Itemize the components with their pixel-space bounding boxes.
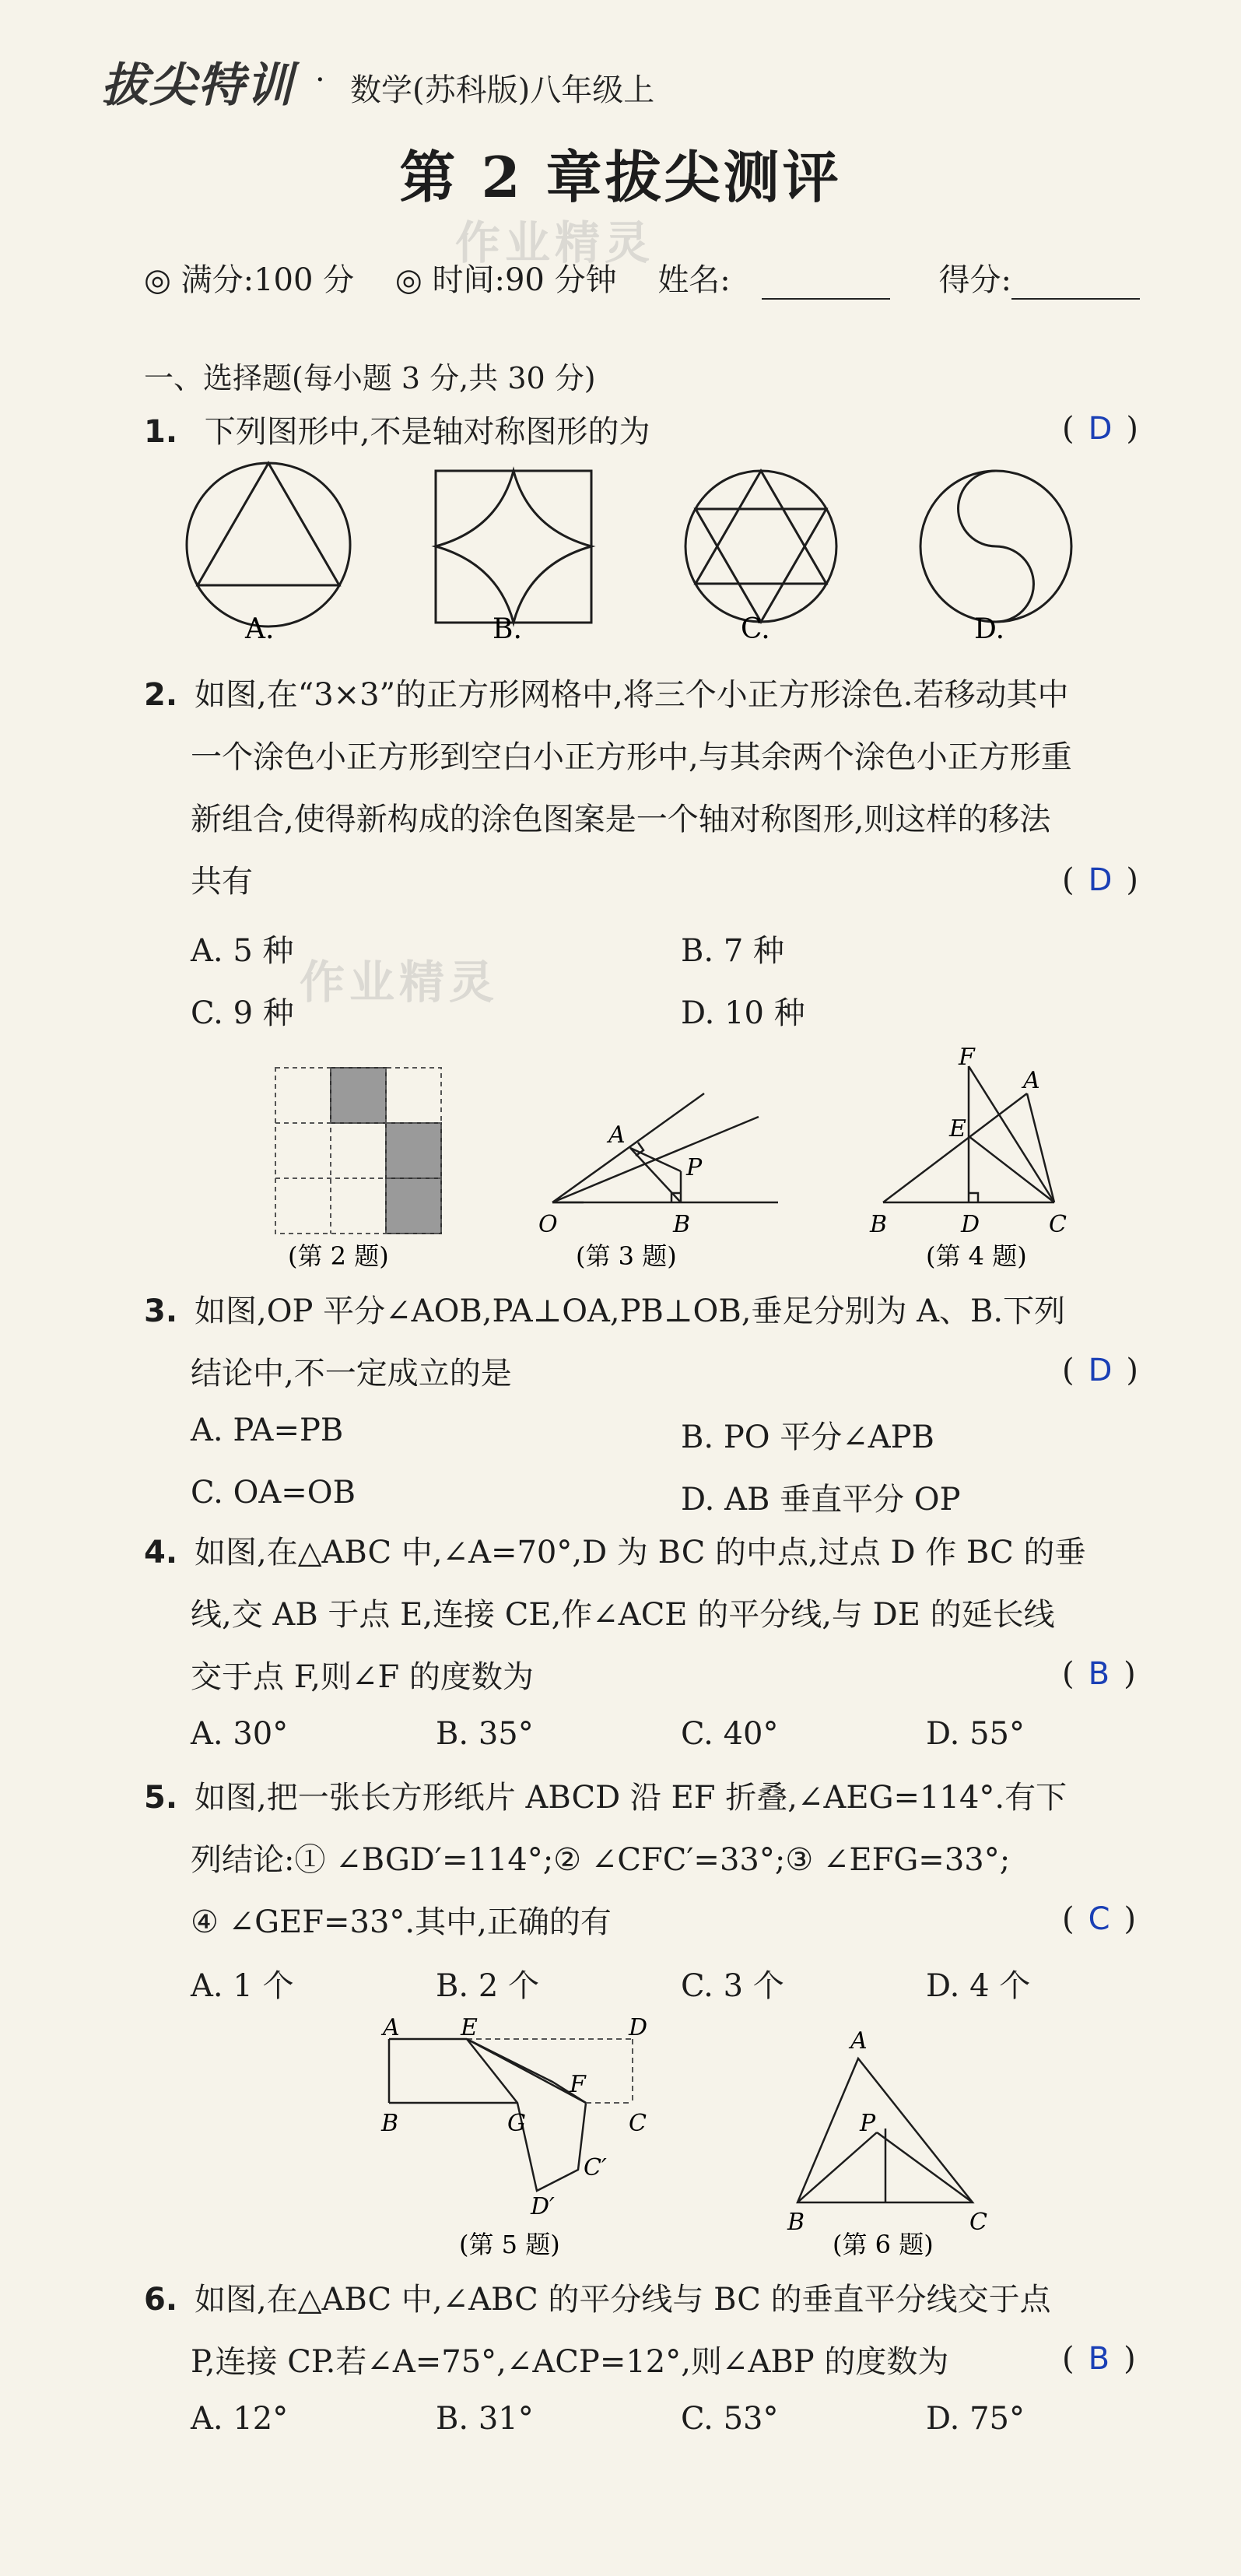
- fig6-label-C: C: [969, 2209, 987, 2236]
- header-subject: 数学(苏科版)八年级上: [350, 72, 655, 108]
- figs-5-6: [358, 2016, 1074, 2272]
- exam-info: [144, 255, 1171, 300]
- fig4-label-A: A: [1023, 1067, 1040, 1094]
- q1-figB-star: [436, 471, 591, 623]
- fig4-label-E: E: [949, 1115, 966, 1142]
- name-blank: [762, 272, 890, 300]
- q2-answer: ( D ): [1062, 862, 1139, 898]
- q3-opt-b: B. PO 平分∠APB: [681, 1420, 934, 1455]
- full-score: ◎ 满分:100 分: [144, 262, 355, 298]
- q2-opt-b: B. 7 种: [681, 933, 784, 969]
- fig6-caption: (第 6 题): [833, 2230, 934, 2259]
- fig5-label-A: A: [383, 2016, 400, 2041]
- q2-number: 2.: [144, 677, 178, 713]
- q4-line1: 如图,在△ABC 中,∠A=70°,D 为 BC 的中点,过点 D 作 BC 的垂: [195, 1535, 1086, 1571]
- fig4-label-C: C: [1049, 1211, 1067, 1238]
- q3-line2: 结论中,不一定成立的是: [191, 1356, 512, 1392]
- fig2-caption: (第 2 题): [288, 1241, 389, 1271]
- q3-opt-d: D. AB 垂直平分 OP: [681, 1482, 961, 1518]
- q2-line3: 新组合,使得新构成的涂色图案是一个轴对称图形,则这样的移法: [191, 802, 1051, 837]
- q3-opt-c: C. OA=OB: [191, 1475, 356, 1511]
- name-label: 姓名:: [657, 262, 731, 298]
- score-label: 得分:: [938, 262, 1011, 298]
- fig6-lines: [798, 2058, 973, 2202]
- q2-stem: [144, 664, 1072, 913]
- q6-line1: 如图,在△ABC 中,∠ABC 的平分线与 BC 的垂直平分线交于点: [195, 2282, 1051, 2318]
- q4-line3: 交于点 F,则∠F 的度数为: [191, 1659, 534, 1695]
- q3-answer-value: D: [1088, 1353, 1113, 1388]
- fig6-label-A: A: [850, 2027, 868, 2055]
- section-heading: 一、选择题(每小题 3 分,共 30 分): [144, 361, 596, 395]
- fig5-lines: [389, 2039, 586, 2191]
- q1-figA-circle: [187, 463, 350, 626]
- q2-line2: 一个涂色小正方形到空白小正方形中,与其余两个涂色小正方形重: [191, 739, 1072, 775]
- q6-answer: ( B ): [1062, 2341, 1136, 2377]
- score-blank: [1011, 272, 1140, 300]
- fig3-label-B: B: [673, 1211, 691, 1238]
- q5-opt-b: B. 2 个: [436, 1968, 539, 2004]
- q3-line1: 如图,OP 平分∠AOB,PA⊥OA,PB⊥OB,垂足分别为 A、B.下列: [195, 1293, 1066, 1329]
- q1-figB-square: [436, 471, 591, 623]
- page-title: 第 2 章拔尖测评: [399, 144, 842, 210]
- q2-opt-c: C. 9 种: [191, 995, 294, 1031]
- fig5-label-E: E: [461, 2016, 478, 2041]
- q4-opt-d: D. 55°: [926, 1716, 1025, 1752]
- fig5-label-G: G: [507, 2110, 526, 2137]
- q6-line2: P,连接 CP.若∠A=75°,∠ACP=12°,则∠ABP 的度数为: [191, 2344, 949, 2380]
- q6-opt-d: D. 75°: [926, 2401, 1025, 2437]
- fig3-label-O: O: [538, 1211, 558, 1238]
- q1-figures: [156, 459, 1206, 662]
- fig3-label-A: A: [608, 1121, 626, 1149]
- q4-line2: 线,交 AB 于点 E,连接 CE,作∠ACE 的平分线,与 DE 的延长线: [191, 1597, 1055, 1633]
- q1-number: 1.: [144, 414, 178, 450]
- q1-opt-b: B.: [493, 613, 522, 645]
- q1-answer-value: D: [1088, 411, 1113, 447]
- fig3-lines: [552, 1093, 778, 1202]
- q6-answer-value: B: [1088, 2341, 1110, 2377]
- q2-line4: 共有: [191, 864, 253, 900]
- q1-opt-a: A.: [245, 613, 275, 645]
- fig3-label-P: P: [686, 1154, 703, 1181]
- q1-stem: [144, 401, 650, 463]
- q4-number: 4.: [144, 1535, 178, 1571]
- q3-opt-a: A. PA=PB: [191, 1413, 344, 1448]
- q4-opt-a: A. 30°: [191, 1716, 289, 1752]
- fig5-label-F: F: [570, 2071, 586, 2098]
- q1-opt-c: C.: [741, 613, 770, 645]
- fig5-caption: (第 5 题): [459, 2230, 560, 2259]
- fig2-grid: [275, 1068, 441, 1234]
- fig4-label-B: B: [870, 1211, 888, 1238]
- q5-line3: ④ ∠GEF=33°.其中,正确的有: [191, 1904, 612, 1940]
- q4-opt-c: C. 40°: [681, 1716, 779, 1752]
- fig5-label-D-prime: D′: [531, 2193, 555, 2220]
- fig5-label-B: B: [381, 2110, 399, 2137]
- fig5-label-C-prime: C′: [584, 2154, 607, 2181]
- brand-logo: 拔尖特训: [101, 58, 294, 113]
- q5-number: 5.: [144, 1780, 178, 1816]
- fig4-caption: (第 4 题): [926, 1241, 1027, 1271]
- q2-opt-a: A. 5 种: [191, 933, 294, 969]
- q5-line2: 列结论:① ∠BGD′=114°;② ∠CFC′=33°;③ ∠EFG=33°;: [191, 1842, 1011, 1878]
- fig2-cell-shaded-2: [386, 1123, 441, 1178]
- header-dot: ·: [315, 62, 325, 98]
- q1-text: 下列图形中,不是轴对称图形的为: [204, 414, 650, 450]
- q6-number: 6.: [144, 2282, 178, 2318]
- fig2-cell-shaded-1: [331, 1068, 386, 1123]
- q1-opt-d: D.: [974, 613, 1005, 645]
- q4-stem: [144, 1521, 1085, 1708]
- q3-number: 3.: [144, 1293, 178, 1329]
- q6-opt-a: A. 12°: [191, 2401, 289, 2437]
- fig6-label-P: P: [860, 2110, 876, 2137]
- q1-figC-circle: [685, 471, 836, 622]
- q3-answer: ( D ): [1062, 1353, 1139, 1388]
- q5-line1: 如图,把一张长方形纸片 ABCD 沿 EF 折叠,∠AEG=114°.有下: [195, 1780, 1067, 1816]
- watermark-2: 作业精灵: [300, 956, 500, 1009]
- q6-opt-c: C. 53°: [681, 2401, 779, 2437]
- q5-stem: [144, 1767, 1067, 1953]
- q4-answer: ( B ): [1062, 1656, 1136, 1692]
- q1-figC-tri-up: [696, 471, 826, 584]
- q1-figD-curve: [959, 471, 1034, 622]
- watermark: 作业精灵: [455, 216, 655, 269]
- q5-opt-a: A. 1 个: [191, 1968, 294, 2004]
- q6-opt-b: B. 31°: [436, 2401, 534, 2437]
- q5-answer-value: C: [1088, 1901, 1110, 1937]
- figs-2-3-4: [265, 1043, 1120, 1276]
- q1-figC-tri-down: [696, 509, 826, 622]
- fig5-label-D: D: [629, 2016, 648, 2041]
- fig4-label-D: D: [961, 1211, 980, 1238]
- q3-stem: [144, 1280, 1065, 1405]
- q4-opt-b: B. 35°: [436, 1716, 534, 1752]
- time-limit: ◎ 时间:90 分钟: [394, 262, 617, 298]
- q5-opt-c: C. 3 个: [681, 1968, 784, 2004]
- q5-opt-d: D. 4 个: [926, 1968, 1031, 2004]
- q1-figA-triangle: [198, 463, 339, 585]
- fig2-cell-shaded-3: [386, 1178, 441, 1234]
- q1-answer: ( D ): [1062, 411, 1139, 447]
- fig6-label-B: B: [787, 2209, 805, 2236]
- fig3-caption: (第 3 题): [576, 1241, 677, 1271]
- q2-answer-value: D: [1088, 862, 1113, 898]
- fig5-label-C: C: [629, 2110, 647, 2137]
- fig4-label-F: F: [959, 1044, 975, 1071]
- q2-line1: 如图,在“3×3”的正方形网格中,将三个小正方形涂色.若移动其中: [195, 677, 1069, 713]
- q2-opt-d: D. 10 种: [681, 995, 805, 1031]
- q4-answer-value: B: [1088, 1656, 1110, 1692]
- q5-answer: ( C ): [1062, 1901, 1137, 1937]
- q6-stem: [144, 2269, 1051, 2393]
